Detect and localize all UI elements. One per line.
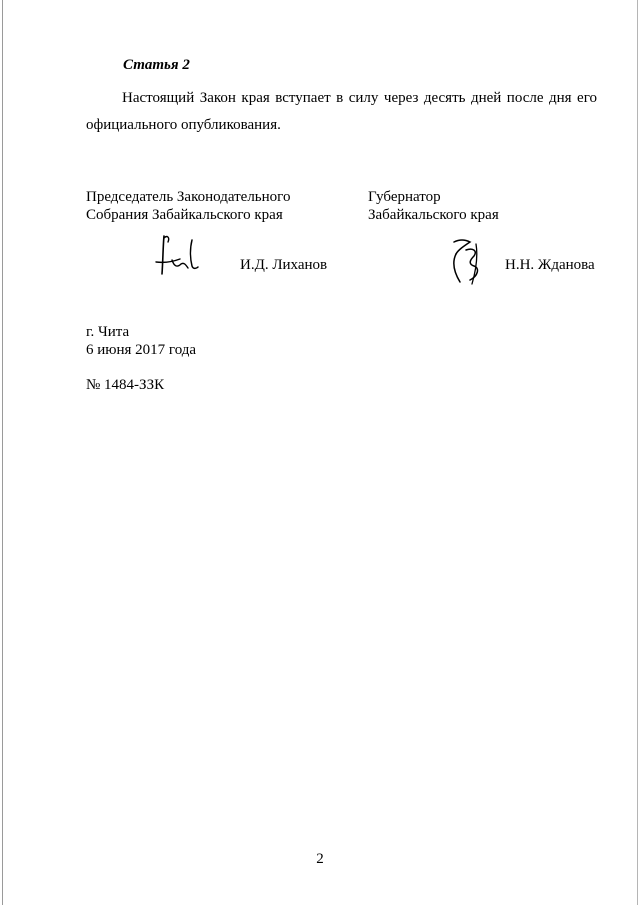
left-signatory-title-line1: Председатель Законодательного: [86, 189, 291, 205]
right-signatory-name: Н.Н. Жданова: [505, 257, 595, 273]
right-signatory-title-line2: Забайкальского края: [368, 207, 499, 223]
left-signature-image: [150, 232, 206, 280]
law-number: № 1484-ЗЗК: [86, 377, 165, 393]
page-number: 2: [316, 851, 324, 867]
left-signatory-title: [86, 188, 290, 224]
page-edge-right: [637, 0, 638, 905]
signing-date: 6 июня 2017 года: [86, 342, 197, 358]
right-signatory-title-line1: Губернатор: [368, 189, 441, 205]
page-edge-left: [2, 0, 3, 905]
signing-city: г. Чита: [86, 324, 130, 340]
left-signatory-title-line2: Собрания Забайкальского края: [86, 207, 283, 223]
left-signatory-name: И.Д. Лиханов: [240, 257, 328, 273]
article-body: Настоящий Закон края вступает в силу через десять дней после дня его официального опубликования.: [86, 90, 597, 133]
right-signature-image: [446, 236, 490, 288]
article-heading: Статья 2: [123, 57, 190, 73]
right-signatory-title: [368, 188, 499, 224]
